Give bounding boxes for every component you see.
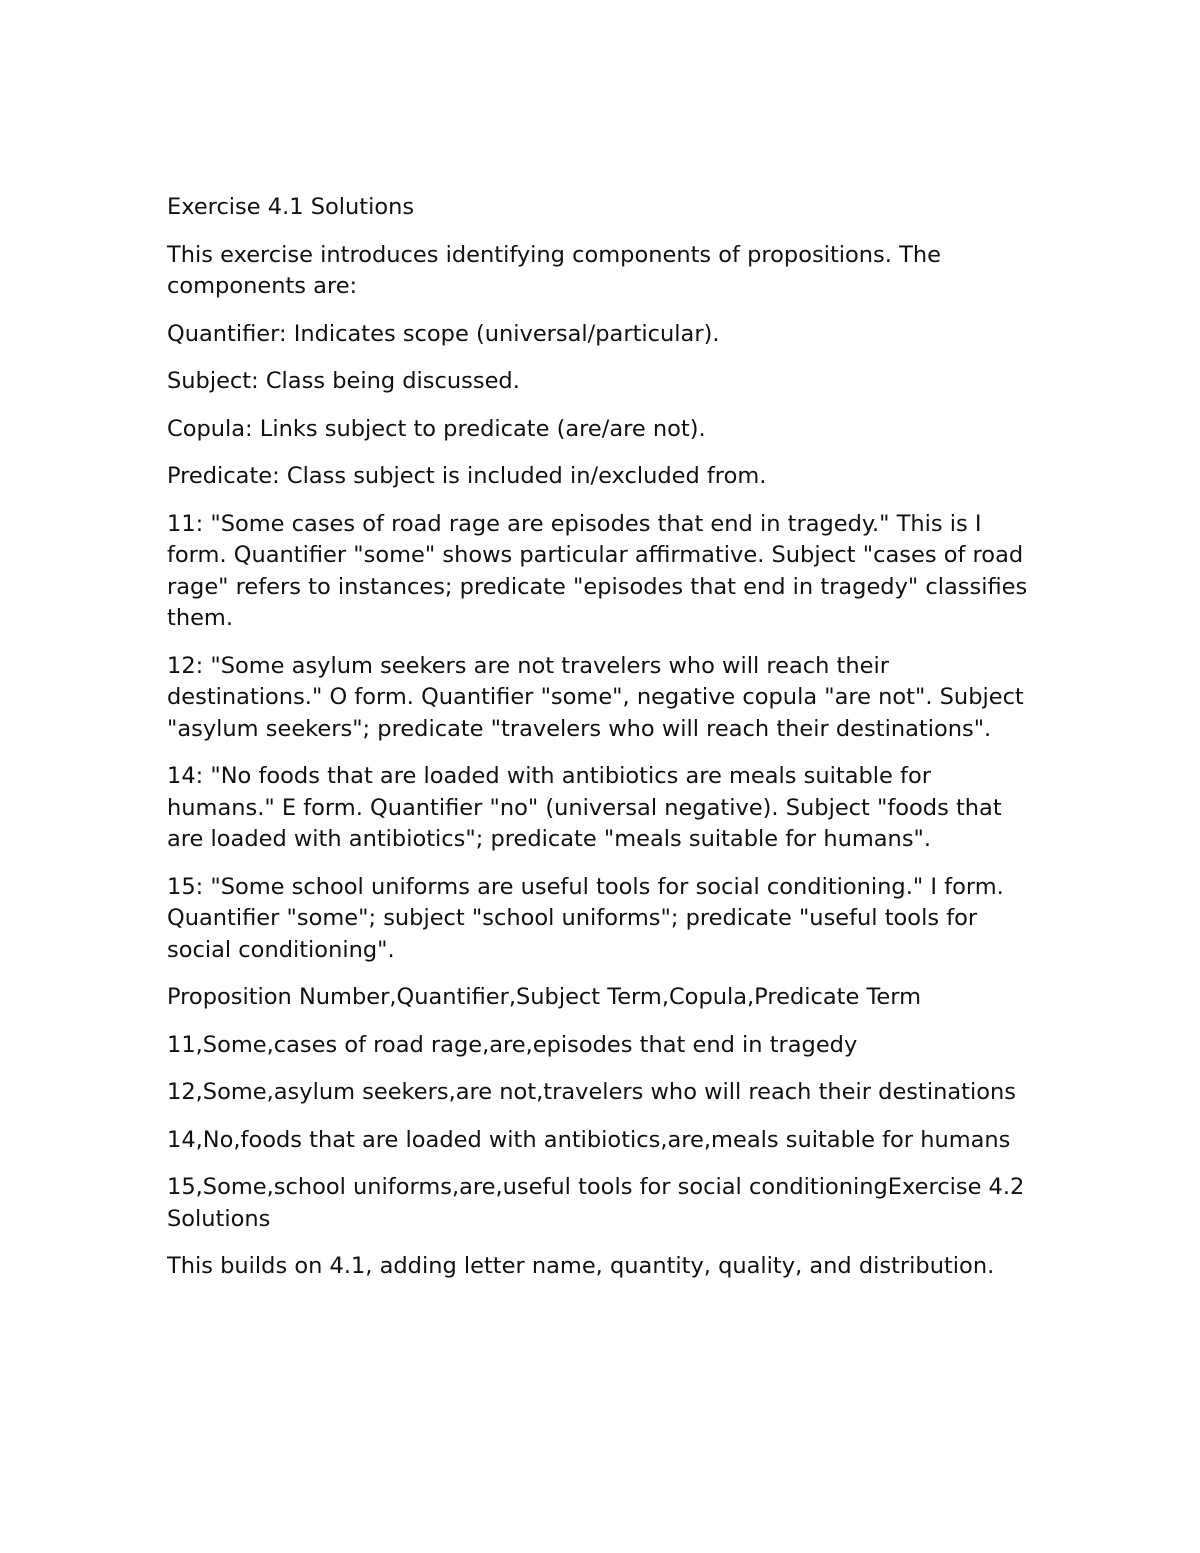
csv-header-row: Proposition Number,Quantifier,Subject Term,Copula,Predicate Term bbox=[167, 984, 921, 1010]
intro-paragraph: This exercise introduces identifying components of propositions. The components are: bbox=[167, 241, 941, 299]
csv-row-12: 12,Some,asylum seekers,are not,travelers who will reach their destinations bbox=[167, 1079, 1016, 1105]
definition-subject: Subject: Class being discussed. bbox=[167, 368, 520, 394]
csv-row-15: 15,Some,school uniforms,are,useful tools for social conditioningExercise 4.2 Solutions bbox=[167, 1174, 1025, 1232]
next-exercise-intro: This builds on 4.1, adding letter name, quantity, quality, and distribution. bbox=[167, 1253, 995, 1279]
csv-row-14: 14,No,foods that are loaded with antibiotics,are,meals suitable for humans bbox=[167, 1126, 1011, 1153]
csv-row-11: 11,Some,cases of road rage,are,episodes that end in tragedy bbox=[167, 1031, 858, 1058]
definition-predicate: Predicate: Class subject is included in/excluded from. bbox=[167, 463, 767, 489]
definition-copula: Copula: Links subject to predicate (are/are not). bbox=[167, 415, 706, 442]
solution-14: 14: "No foods that are loaded with antibiotics are meals suitable for humans." E form. Quantifier "no" (universal negative). Subject "foods that are loaded with antibiotics"; predicate "meals suitable for humans". bbox=[167, 763, 1002, 852]
document-body bbox=[167, 192, 1037, 1299]
definition-quantifier: Quantifier: Indicates scope (universal/particular). bbox=[167, 320, 720, 347]
solution-11: 11: "Some cases of road rage are episodes that end in tragedy." This is I form. Quantifier "some" shows particular affirmative. Subject "cases of road rage" refers to instances; predicate "episodes that end in tragedy" classifies them. bbox=[167, 510, 1028, 631]
solution-12: 12: "Some asylum seekers are not travelers who will reach their destinations." O form. Quantifier "some", negative copula "are not". Subject "asylum seekers"; predicate "travelers who will reach their destinations". bbox=[167, 652, 1024, 742]
document-heading: Exercise 4.1 Solutions bbox=[167, 194, 415, 220]
solution-15: 15: "Some school uniforms are useful tools for social conditioning." I form. Quantifier "some"; subject "school uniforms"; predicate "useful tools for social conditioning". bbox=[167, 873, 1004, 963]
